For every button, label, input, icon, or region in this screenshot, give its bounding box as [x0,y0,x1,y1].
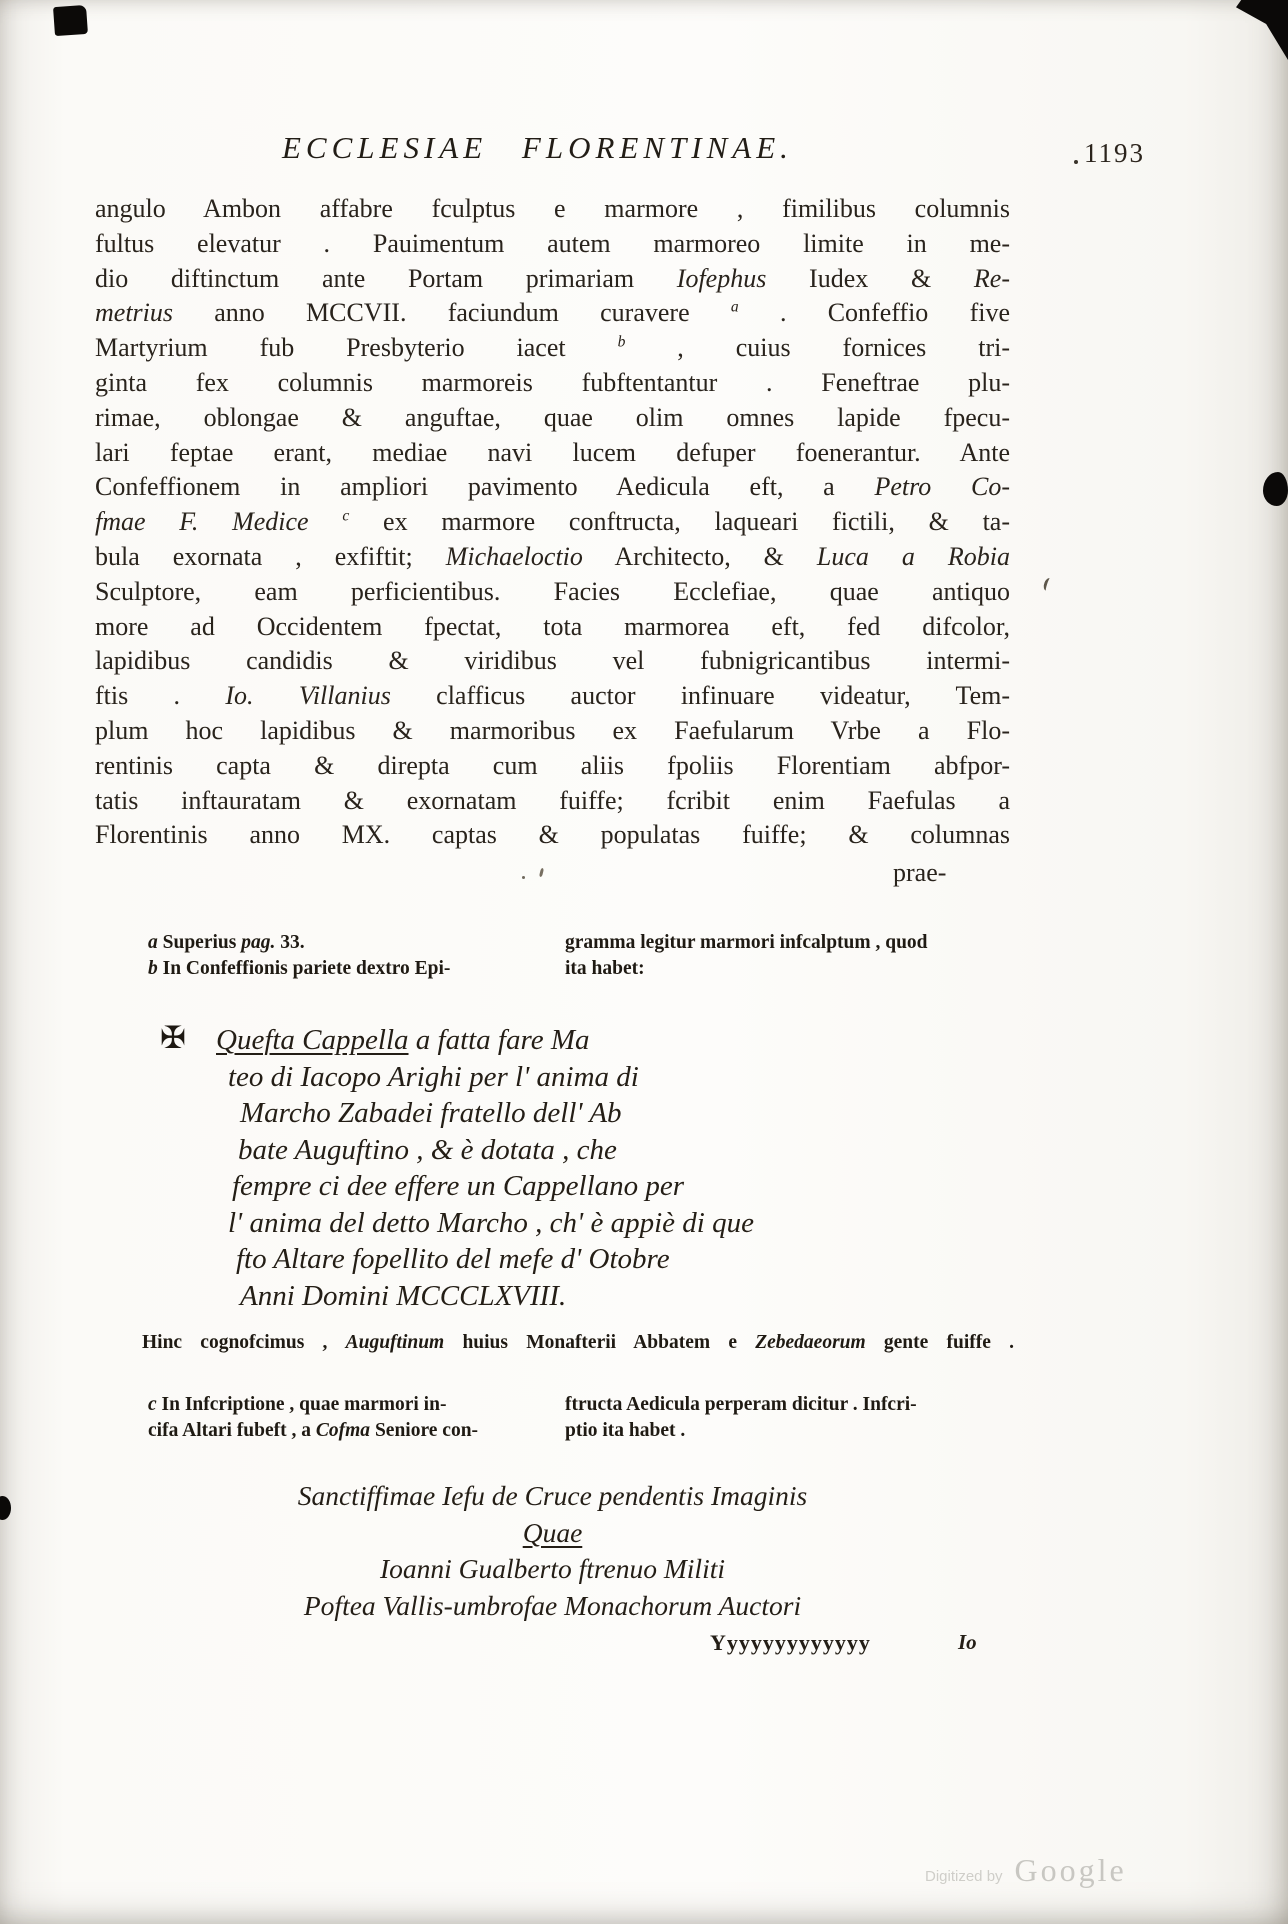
body-line: fultus elevatur . Pauimentum autem marmoreo limite in me- [95,228,1010,258]
catchword-bottom: Io [958,1630,977,1654]
footnote-line: gramma legitur marmori infcalptum , quod [565,932,928,953]
inscription-line: fempre ci dee effere un Cappellano per [232,1170,685,1202]
scan-speck [1074,160,1078,164]
dedication-line: Sanctiffimae Iefu de Cruce pendentis Imaginis [297,1480,808,1511]
inscription-line: teo di Iacopo Arighi per l' anima di [228,1060,639,1093]
body-line: tatis inftauratam & exornatam fuiffe; fcribit enim Faefulas a [95,785,1010,815]
body-line: rimae, oblongae & anguftae, quae olim omnes lapide fpecu- [95,402,1010,432]
body-line: ginta fex columnis marmoreis fubftentantur . Feneftrae plu- [95,367,1010,397]
footnote-column-left [148,930,558,982]
main-paragraph [95,192,1010,853]
footnote-line: cifa Altari fubeft , a Cofma Seniore con- [148,1420,479,1441]
footnote-column-right [565,1392,1020,1444]
inscription-line: Marcho Zabadei fratello dell' Ab [240,1097,622,1129]
body-line: fmae F. Medice $^c$ ex marmore conftructa, laqueari fictili, & ta- [95,507,1011,537]
google-logo: Google [1014,1852,1127,1888]
inscription-line: Quefta Cappella a fatta fare Ma [216,1024,590,1056]
scan-artifact-top-left [53,5,88,36]
scan-artifact-top-right [1236,0,1288,60]
body-line: dio diftinctum ante Portam primariam Iofephus Iudex & Re- [95,263,1010,293]
footnote-line: ptio ita habet . [565,1420,686,1441]
digitizer-watermark [925,1852,1127,1889]
body-line: more ad Occidentem fpectat, tota marmorea eft, fed difcolor, [95,611,1010,641]
body-line: metrius anno MCCVII. faciundum curavere $^a$ . Confeffio five [95,298,1010,328]
catchword: prae- [893,858,947,887]
scan-stray-mark [1042,577,1054,592]
inscription-line: l' anima del detto Marcho , ch' è appiè di que [228,1206,754,1239]
dedication-line: Ioanni Gualberto ftrenuo Militi [380,1553,725,1584]
body-line: Sculptore, eam perficientibus. Facies Ecclefiae, quae antiquo [95,576,1010,606]
dedication-line: Quae [522,1516,583,1548]
signature-mark: Yyyyyyyyyyyyy [710,1630,871,1655]
dedication-block [95,1478,1010,1624]
footnote-column-right [565,930,1020,982]
body-line: lapidibus candidis & viridibus vel fubnigricantibus intermi- [95,646,1010,676]
body-line: ftis . Io. Villanius clafficus auctor infinuare videatur, Tem- [95,681,1010,711]
inscription-quote [216,1022,754,1314]
watermark-prefix: Digitized by [925,1868,1003,1885]
inscription-line: bate Auguftino , & è dotata , che [238,1133,617,1166]
scan-artifact-right-edge [1263,472,1288,506]
scan-artifact-left-edge [0,1496,11,1520]
dedication-line: Poftea Vallis-umbrofae Monachorum Auctori [303,1589,802,1621]
commentary-line: Hinc cognofcimus , Auguftinum huius Monafterii Abbatem e Zebedaeorum gente fuiffe . [142,1332,1014,1353]
scan-speck [522,876,525,879]
inscription-line: fto Altare fopellito del mefe d' Otobre [236,1243,670,1275]
footnote-line: c In Infcriptione , quae marmori in- [148,1394,447,1415]
footnote-line: b In Confeffionis pariete dextro Epi- [148,958,451,979]
body-line: Martyrium fub Presbyterio iacet $^b$ , cuius fornices tri- [95,333,1011,363]
body-line: plum hoc lapidibus & marmoribus ex Faefularum Vrbe a Flo- [95,715,1010,745]
body-line: rentinis capta & direpta cum aliis fpoliis Florentiam abfpor- [95,750,1010,780]
body-line: Florentinis anno MX. captas & populatas fuiffe; & columnas [95,820,1010,850]
running-header-title: ECCLESIAE FLORENTINAE. [282,130,793,165]
footnote-line: ftructa Aedicula perperam dicitur . Infcri- [565,1394,917,1415]
body-line: bula exornata , exfiftit; Michaeloctio Architecto, & Luca a Robia [95,541,1010,571]
body-line: lari feptae erant, mediae navi lucem defuper foenerantur. Ante [95,437,1010,467]
scan-speck [539,868,544,877]
footnote-line: ita habet: [565,958,645,979]
body-line: angulo Ambon affabre fculptus e marmore , fimilibus columnis [95,194,1010,223]
page-number: 1193 [1084,138,1145,168]
footnote-column-left [148,1392,558,1444]
footnote-line: a Superius pag. 33. [148,932,305,953]
body-line: Confeffionem in ampliori pavimento Aedicula eft, a Petro Co- [95,472,1010,502]
inscription-line: Anni Domini MCCCLXVIII. [240,1279,567,1312]
maltese-cross-icon: ✠ [160,1020,186,1056]
